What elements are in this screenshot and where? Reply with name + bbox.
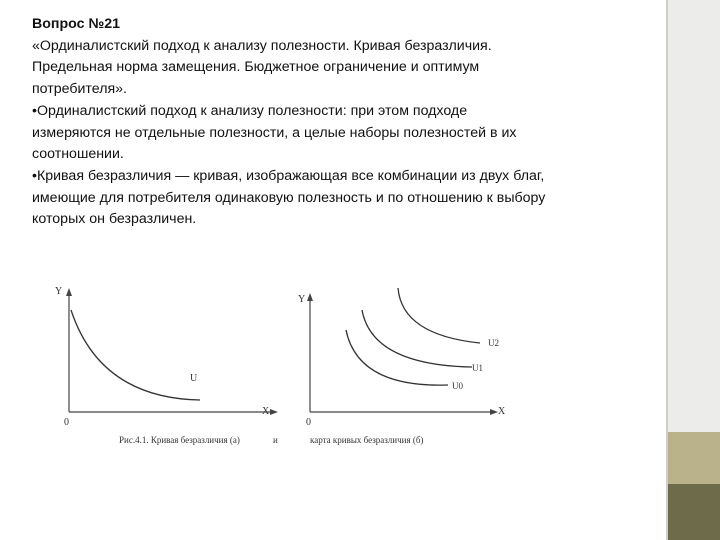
figure-caption-mid: и — [273, 435, 278, 445]
right-origin-label: 0 — [306, 417, 311, 428]
curve-label-u2: U2 — [488, 338, 499, 348]
right-chart — [298, 288, 506, 428]
decorative-side-bar — [666, 0, 720, 540]
indifference-curve-u0 — [346, 330, 448, 385]
side-bar-accent-block — [668, 432, 720, 484]
slide-body-text — [32, 14, 652, 231]
right-x-label: X — [498, 406, 506, 417]
text-line: соотношении. — [32, 146, 124, 163]
text-line: которых он безразличен. — [32, 211, 197, 228]
left-origin-label: 0 — [64, 417, 69, 428]
side-bar-dark-block — [668, 484, 720, 540]
indifference-curve-u2 — [398, 288, 480, 343]
text-line: •Кривая безразличия — кривая, изображающая все комбинации из двух благ, — [32, 167, 545, 184]
text-line: •Ординалистский подход к анализу полезности: при этом подходе — [32, 102, 468, 119]
figure-caption-right: карта кривых безразличия (б) — [310, 435, 424, 445]
right-y-arrow — [307, 293, 313, 301]
left-x-arrow — [270, 409, 278, 415]
figure-caption-left: Рис.4.1. Кривая безразличия (а) — [119, 435, 240, 445]
curve-label-u0: U0 — [452, 381, 463, 391]
text-line: потребителя». — [32, 81, 127, 98]
right-y-label: Y — [298, 294, 306, 305]
text-line: «Ординалистский подход к анализу полезности. Кривая безразличия. — [32, 37, 492, 54]
curve-label-u1: U1 — [472, 363, 483, 373]
figure-svg — [40, 270, 520, 460]
indifference-curve-u — [71, 310, 200, 400]
left-y-label: Y — [55, 286, 63, 297]
indifference-curves-figure — [40, 270, 520, 460]
left-chart — [55, 286, 278, 428]
left-x-label: X — [262, 406, 270, 417]
text-line: измеряются не отдельные полезности, а целые наборы полезностей в их — [32, 124, 517, 141]
slide-heading: Вопрос №21 — [32, 16, 121, 32]
text-line: имеющие для потребителя одинаковую полезность и по отношению к выбору — [32, 189, 546, 206]
curve-label-u: U — [190, 373, 198, 384]
right-x-arrow — [490, 409, 498, 415]
text-line: Предельная норма замещения. Бюджетное ограничение и оптимум — [32, 59, 480, 76]
left-y-arrow — [66, 288, 72, 296]
